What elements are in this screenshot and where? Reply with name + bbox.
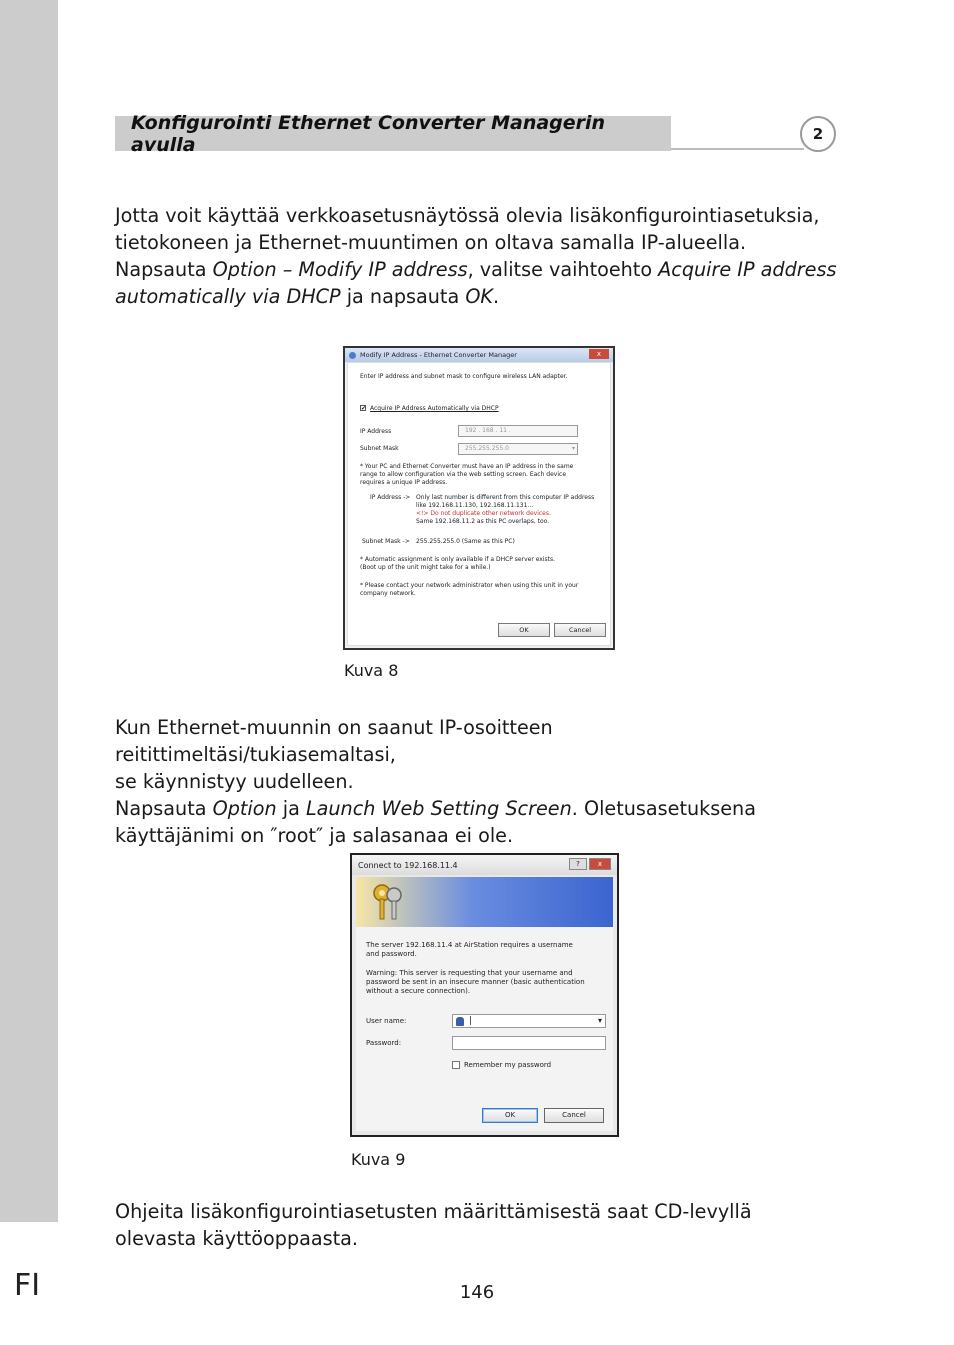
warning-line3: without a secure connection). [366,987,471,995]
text-run: , valitse vaihtoehto [467,258,659,281]
text-line: se käynnistyy uudelleen. [115,770,354,793]
dialog-banner [356,877,613,927]
cancel-button[interactable]: Cancel [544,1108,604,1123]
text-line [115,795,837,849]
note2-line1: * Automatic assignment is only available if a DHCP server exists. [360,556,556,563]
password-label: Password: [366,1039,402,1047]
chapter-badge: 2 [800,116,836,152]
ip-address-field[interactable]: 192 . 168 . 11 . [458,425,578,437]
note2-line2: (Boot up of the unit might take for a while.) [360,564,491,571]
text-run-italic: Launch Web Setting Screen [305,797,572,820]
text-run: . [493,285,500,308]
ip-hint-label: IP Address -> [370,494,411,501]
ip-address-label: IP Address [360,428,392,435]
note3-line2: company network. [360,590,416,597]
warning-line2: password be sent in an insecure manner (basic authentication [366,978,585,986]
mask-hint: 255.255.255.0 (Same as this PC) [416,538,515,545]
warning-line1: Warning: This server is requesting that your username and [366,969,573,977]
password-input[interactable] [452,1036,606,1050]
text-run: Jotta voit käyttää verkkoasetusnäytössä olevia lisäkonfigurointiasetuksia, tietokoneen ja Ethernet-muuntimen on oltava samalla IP-alueella. Napsauta [115,204,820,281]
username-value: | [469,1016,473,1026]
subnet-mask-select[interactable] [458,443,578,455]
text-run-italic: OK [465,285,493,308]
dialog-title: Connect to 192.168.11.4 [358,860,458,870]
page-number: 146 [459,1282,495,1303]
cancel-button[interactable]: Cancel [554,623,606,637]
ip-hint-line4: Same 192.168.11.2 as this PC overlaps, too. [416,518,550,525]
keys-icon [370,881,406,921]
note1-line2: range to allow configuration via the web setting screen. Each device [360,471,567,478]
text-run: ja napsauta [340,285,466,308]
subnet-mask-value: 255.255.255.0 [465,445,509,452]
titlebar-buttons [569,858,611,870]
dialog-titlebar [345,348,613,362]
ok-button[interactable]: OK [498,623,550,637]
ip-hint-line1: Only last number is different from this computer IP address [416,494,595,501]
text-run-italic: Acquire IP address automatically via DHCP [115,258,837,308]
mask-hint-label: Subnet Mask -> [362,538,410,545]
dhcp-checkbox-label: Acquire IP Address Automatically via DHCP [370,405,499,412]
chevron-down-icon: ▾ [571,445,575,452]
server-message-line1: The server 192.168.11.4 at AirStation requires a username [366,941,573,949]
ok-button[interactable]: OK [482,1108,538,1123]
remember-password-checkbox[interactable] [452,1061,460,1069]
dhcp-checkbox[interactable]: ✔ [361,405,367,412]
figure1-caption: Kuva 8 [344,661,399,680]
text-run: ja [276,797,306,820]
dialog-body [356,927,613,1131]
subnet-mask-label: Subnet Mask [360,445,399,452]
section-header [115,111,671,156]
text-run-italic: Option [212,797,277,820]
ip-hint-warning: <!> Do not duplicate other network devices. [416,510,551,517]
side-color-bar [0,0,58,1222]
ip-hint-line2: like 192.168.11.130, 192.168.11.131... [416,502,534,509]
dialog-title: Modify IP Address - Ethernet Converter Manager [360,351,517,359]
close-icon[interactable]: x [589,858,611,870]
section-title: Konfigurointi Ethernet Converter Managerin avulla [131,111,606,156]
text-run: Napsauta [115,797,213,820]
intro-paragraph [115,202,837,310]
figure2-caption: Kuva 9 [351,1150,406,1169]
app-icon [349,352,356,359]
help-icon[interactable]: ? [569,858,587,870]
text-run-italic: Option – Modify IP address [212,258,468,281]
username-label: User name: [366,1017,407,1025]
chevron-down-icon: ▾ [597,1016,602,1025]
note3-line1: * Please contact your network administrator when using this unit in your [360,582,579,589]
dialog-body [347,362,611,646]
user-icon [456,1017,464,1026]
remember-password-label: Remember my password [464,1061,552,1069]
text-line: Kun Ethernet-muunnin on saanut IP-osoitteen reitittimeltäsi/tukiasemaltasi, [115,716,553,766]
header-rule [671,148,804,150]
language-code: FI [14,1268,41,1303]
restart-paragraph [115,714,837,849]
close-icon[interactable]: x [589,349,609,359]
closing-paragraph: Ohjeita lisäkonfigurointiasetusten määrittämisestä saat CD-levyllä olevasta käyttöoppaasta. [115,1200,752,1250]
text-run: . Oletusasetuksena käyttäjänimi on ″root″ ja salasanaa ei ole. [115,797,756,847]
dialog-intro-text: Enter IP address and subnet mask to configure wireless LAN adapter. [360,373,568,380]
connect-dialog-screenshot [350,853,619,1137]
note1-line3: requires a unique IP address. [360,479,448,486]
dialog-titlebar [352,855,617,875]
username-input[interactable] [452,1014,606,1028]
server-message-line2: and password. [366,950,417,958]
note1-line1: * Your PC and Ethernet Converter must have an IP address in the same [360,463,574,470]
modify-ip-dialog-screenshot [343,346,615,650]
